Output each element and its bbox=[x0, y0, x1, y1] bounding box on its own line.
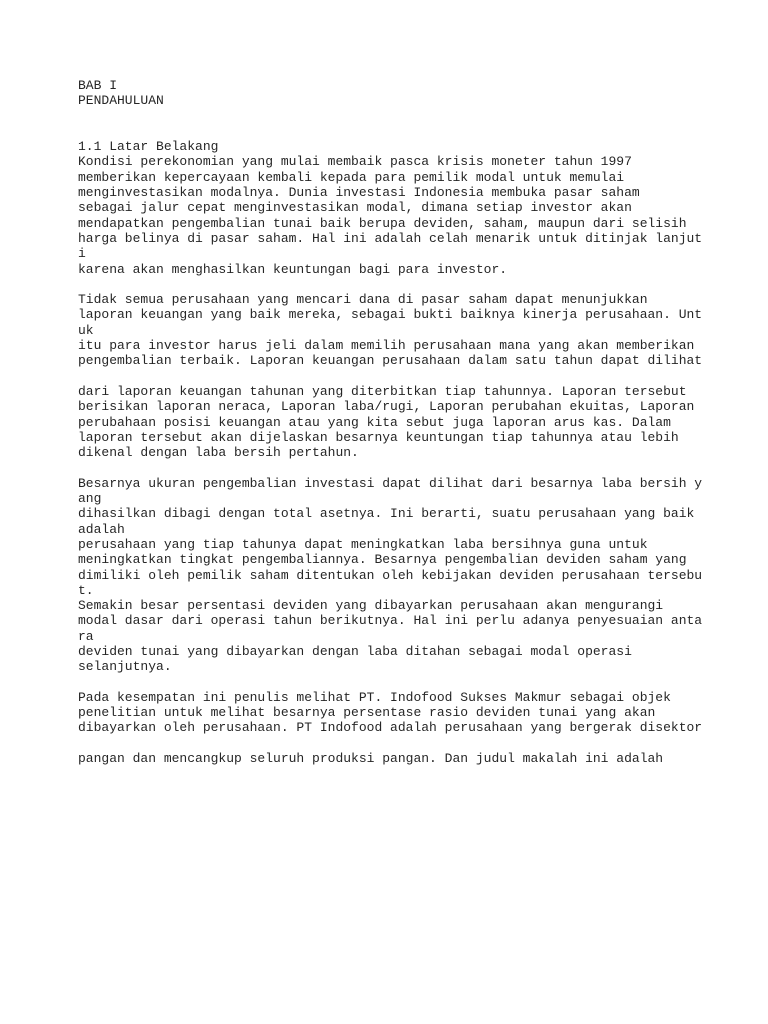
document-line: Pada kesempatan ini penulis melihat PT. Indofood Sukses Makmur sebagai objek bbox=[78, 689, 671, 705]
document-line: berisikan laporan neraca, Laporan laba/rugi, Laporan perubahan ekuitas, Laporan bbox=[78, 399, 695, 415]
document-line: Tidak semua perusahaan yang mencari dana di pasar saham dapat menunjukkan bbox=[78, 292, 648, 308]
document-line: dari laporan keuangan tahunan yang diterbitkan tiap tahunnya. Laporan tersebut bbox=[78, 383, 687, 399]
chapter-title: PENDAHULUAN bbox=[78, 93, 164, 109]
document-line: memberikan kepercayaan kembali kepada para pemilik modal untuk memulai bbox=[78, 169, 625, 185]
document-line: ra bbox=[78, 628, 94, 644]
document-line: dihasilkan dibagi dengan total asetnya. Ini berarti, suatu perusahaan yang baik bbox=[78, 506, 695, 522]
document-line: menginvestasikan modalnya. Dunia investasi Indonesia membuka pasar saham bbox=[78, 185, 640, 201]
document-line: pangan dan mencangkup seluruh produksi pangan. Dan judul makalah ini adalah bbox=[78, 751, 664, 767]
document-line: karena akan menghasilkan keuntungan bagi para investor. bbox=[78, 261, 508, 277]
document-line: mendapatkan pengembalian tunai baik berupa deviden, saham, maupun dari selisih bbox=[78, 215, 687, 231]
document-line: adalah bbox=[78, 521, 125, 537]
blank-line bbox=[78, 109, 702, 124]
document-body bbox=[78, 78, 702, 766]
blank-line bbox=[78, 736, 702, 751]
document-line: Kondisi perekonomian yang mulai membaik pasca krisis moneter tahun 1997 bbox=[78, 154, 632, 170]
document-line: deviden tunai yang dibayarkan dengan laba ditahan sebagai modal operasi bbox=[78, 643, 632, 659]
document-line: dibayarkan oleh perusahaan. PT Indofood adalah perusahaan yang bergerak disektor bbox=[78, 720, 703, 736]
document-line: Besarnya ukuran pengembalian investasi dapat dilihat dari besarnya laba bersih y bbox=[78, 475, 703, 491]
document-line: dimiliki oleh pemilik saham ditentukan oleh kebijakan deviden perusahaan tersebu bbox=[78, 567, 703, 583]
document-line: harga belinya di pasar saham. Hal ini adalah celah menarik untuk ditinjak lanjut bbox=[78, 230, 703, 246]
blank-line bbox=[78, 460, 702, 475]
document-line: sebagai jalur cepat menginvestasikan modal, dimana setiap investor akan bbox=[78, 200, 632, 216]
blank-line bbox=[78, 124, 702, 139]
document-line: selanjutnya. bbox=[78, 659, 172, 675]
blank-line bbox=[78, 277, 702, 292]
document-line: pengembalian terbaik. Laporan keuangan perusahaan dalam satu tahun dapat dilihat bbox=[78, 353, 703, 369]
blank-line bbox=[78, 369, 702, 384]
document-line: meningkatkan tingkat pengembaliannya. Besarnya pengembalian deviden saham yang bbox=[78, 552, 687, 568]
document-line: uk bbox=[78, 322, 94, 338]
document-line: modal dasar dari operasi tahun berikutnya. Hal ini perlu adanya penyesuaian anta bbox=[78, 613, 703, 629]
document-line: perusahaan yang tiap tahunya dapat meningkatkan laba bersihnya guna untuk bbox=[78, 536, 648, 552]
chapter-label: BAB I bbox=[78, 78, 118, 93]
blank-line bbox=[78, 675, 702, 690]
section-heading: 1.1 Latar Belakang bbox=[78, 139, 219, 155]
document-line: ang bbox=[78, 491, 102, 507]
document-line: dikenal dengan laba bersih pertahun. bbox=[78, 445, 359, 461]
document-line: penelitian untuk melihat besarnya persentase rasio deviden tunai yang akan bbox=[78, 705, 656, 721]
document-line: laporan tersebut akan dijelaskan besarnya keuntungan tiap tahunnya atau lebih bbox=[78, 429, 679, 445]
document-line: laporan keuangan yang baik mereka, sebagai bukti baiknya kinerja perusahaan. Unt bbox=[78, 307, 703, 323]
document-line: t. bbox=[78, 582, 94, 598]
document-line: Semakin besar persentasi deviden yang dibayarkan perusahaan akan mengurangi bbox=[78, 598, 664, 614]
document-line: perubahaan posisi keuangan atau yang kita sebut juga laporan arus kas. Dalam bbox=[78, 414, 671, 430]
document-line: itu para investor harus jeli dalam memilih perusahaan mana yang akan memberikan bbox=[78, 338, 695, 354]
document-line: i bbox=[78, 246, 86, 262]
